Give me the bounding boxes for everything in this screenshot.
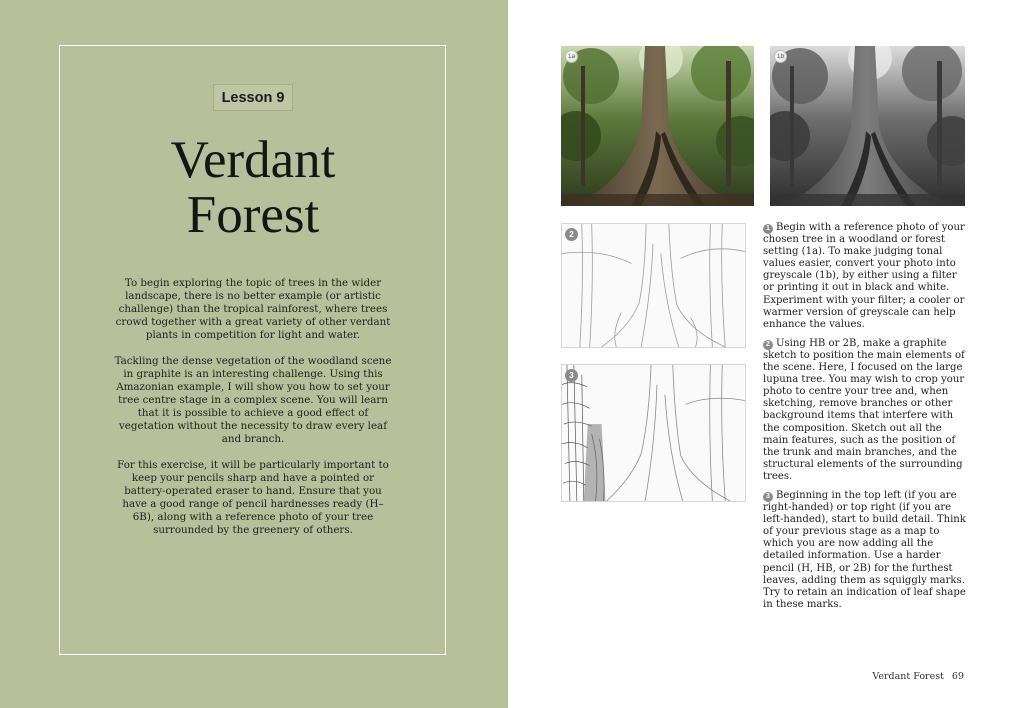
intro-paragraph: For this exercise, it will be particularly important to keep your pencils sharp and have a pointed or battery-operated eraser to hand. Ensure that you have a good range of pencil hardnesses ready (H–6B), along with a reference photo of your tree surrounded by the greenery of others. <box>117 459 389 536</box>
intro-text <box>112 277 394 550</box>
step-number-badge: 3 <box>763 492 773 502</box>
step-text: Begin with a reference photo of your chosen tree in a woodland or forest setting (1a). To make judging tonal values easier, convert your photo into greyscale (1b), by either using a filter or printing it out in black and white. Experiment with your filter; a cooler or warmer version of greyscale can help enhance the values. <box>763 222 965 330</box>
step-paragraph <box>763 490 968 611</box>
page-footer <box>872 671 964 682</box>
step-text: Beginning in the top left (if you are right-handed) or top right (if you are left-handed), start to build detail. Think of your previous stage as a map to which you are now adding all the detailed information. Use a harder pencil (H, HB, or 2B) for the furthest leaves, adding them as squiggly marks. Try to retain an indication of leaf shape in these marks. <box>763 489 966 610</box>
step-paragraph <box>763 222 968 331</box>
sketch-stage-2 <box>561 223 746 348</box>
lesson-label: Lesson 9 <box>213 84 293 111</box>
figure-badge-2: 2 <box>565 228 578 241</box>
figure-badge-1b: 1b <box>774 50 787 63</box>
pencil-sketch-outline-image <box>562 224 745 347</box>
lesson-title <box>60 133 446 243</box>
figure-badge-3: 3 <box>565 369 578 382</box>
step-number-badge: 1 <box>763 224 773 234</box>
running-title: Verdant Forest <box>872 671 944 682</box>
step-text: Using HB or 2B, make a graphite sketch to position the main elements of the scene. Here, I focused on the large lupuna tree. You may wish to crop your photo to centre your tree and, when sketching, remove branches or other background items that interfere with the composition. Sketch out all the main features, such as the position of the trunk and main branches, and the structural elements of the surrounding trees. <box>763 337 965 482</box>
intro-paragraph: Tackling the dense vegetation of the woodland scene in graphite is an interesting challenge. Using this Amazonian example, I will show you how to set your tree centre stage in a complex scene. You will learn that it is possible to achieve a good effect of vegetation without the necessity to draw every leaf and branch. <box>114 355 392 445</box>
tree-photo-greyscale-image <box>770 46 965 206</box>
tree-photo-colour-image <box>561 46 754 206</box>
step-paragraph <box>763 338 968 483</box>
lesson-title-line-1: Verdant <box>170 131 336 189</box>
reference-photo-colour <box>561 46 754 206</box>
step-number-badge: 2 <box>763 340 773 350</box>
reference-photo-greyscale <box>770 46 965 206</box>
figure-badge-1a: 1a <box>565 50 578 63</box>
pencil-sketch-detail-image <box>562 365 745 501</box>
step-instructions <box>763 222 968 618</box>
intro-paragraph: To begin exploring the topic of trees in the wider landscape, there is no better example (or artistic challenge) than the tropical rainforest, where trees crowd together with a great variety of other verdant plants in competition for light and water. <box>115 277 391 341</box>
lesson-title-line-2: Forest <box>186 186 320 244</box>
page-number: 69 <box>951 671 964 682</box>
sketch-stage-3 <box>561 364 746 502</box>
